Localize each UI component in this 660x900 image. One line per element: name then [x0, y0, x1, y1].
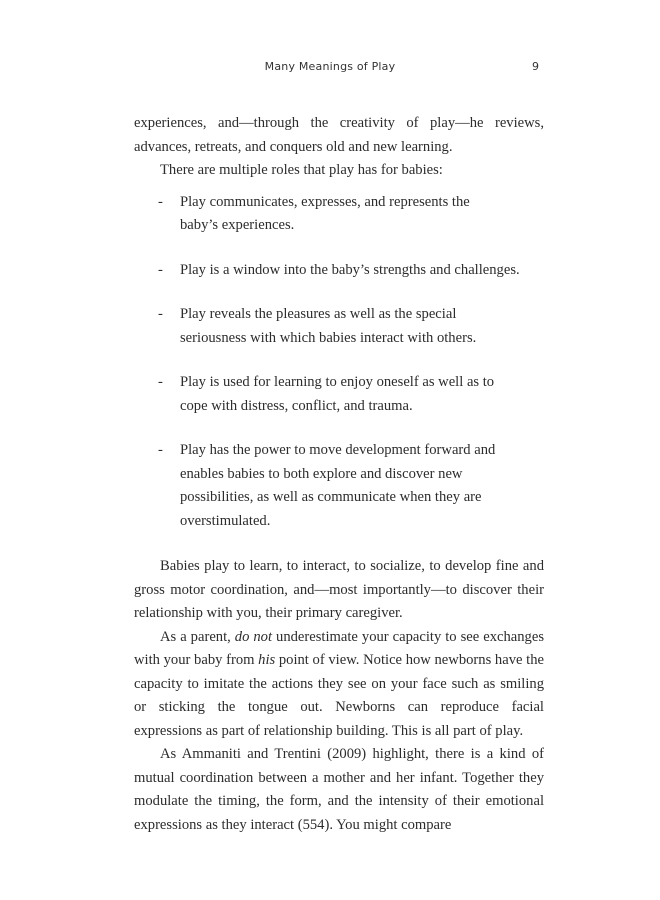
list-item-text: Play communicates, expresses, and represents the baby’s experiences.	[180, 193, 470, 233]
paragraph-ammaniti: As Ammaniti and Trentini (2009) highlight, there is a kind of mutual coordination between a mother and her infant. Together they modulate the timing, the form, and the intensity of their emotional expressions as they interact (554). You might compare	[134, 746, 544, 833]
bullet-dash: -	[158, 374, 163, 390]
list-item-text: Play has the power to move development forward and enables babies to both explore and discover new possibilities, as well as communicate when they are overstimulated.	[180, 442, 496, 529]
running-title: Many Meanings of Play	[264, 60, 396, 73]
bullet-dash: -	[158, 306, 163, 322]
body-text	[134, 112, 544, 837]
page-number: 9	[532, 60, 539, 73]
list-item	[134, 371, 510, 418]
list-item	[134, 259, 520, 283]
paragraph-list-intro: There are multiple roles that play has for babies:	[160, 162, 443, 178]
list-item-text: Play reveals the pleasures as well as the special seriousness with which babies interact with others.	[180, 306, 477, 346]
paragraph-babies-play: Babies play to learn, to interact, to socialize, to develop fine and gross motor coordination, and—most importantly—to discover their relationship with you, their primary caregiver.	[134, 558, 544, 621]
list-item-text: Play is a window into the baby’s strengths and challenges.	[180, 261, 520, 278]
list-item	[134, 191, 510, 238]
list-item	[134, 303, 510, 350]
emphasis-do-not: do not	[234, 628, 273, 645]
paragraph-as-a-parent: As a parent, do not underestimate your capacity to see exchanges with your baby from his point of view. Notice how newborns have the capacity to imitate the actions they see on your face such as smiling or sticking the tongue out. Newborns can reproduce facial expressions as part of relationship building. This is all part of play.	[134, 628, 544, 739]
page-header	[0, 58, 660, 78]
paragraph-continued: experiences, and—through the creativity of play—he reviews, advances, retreats, and conquers old and new learning.	[134, 115, 544, 155]
bullet-dash: -	[158, 442, 163, 458]
emphasis-his: his	[258, 652, 276, 668]
list-item	[134, 439, 510, 533]
play-roles-list	[134, 191, 544, 534]
bullet-dash: -	[158, 193, 163, 210]
list-item-text: Play is used for learning to enjoy oneself as well as to cope with distress, conflict, and trauma.	[180, 374, 495, 414]
bullet-dash: -	[158, 261, 163, 278]
